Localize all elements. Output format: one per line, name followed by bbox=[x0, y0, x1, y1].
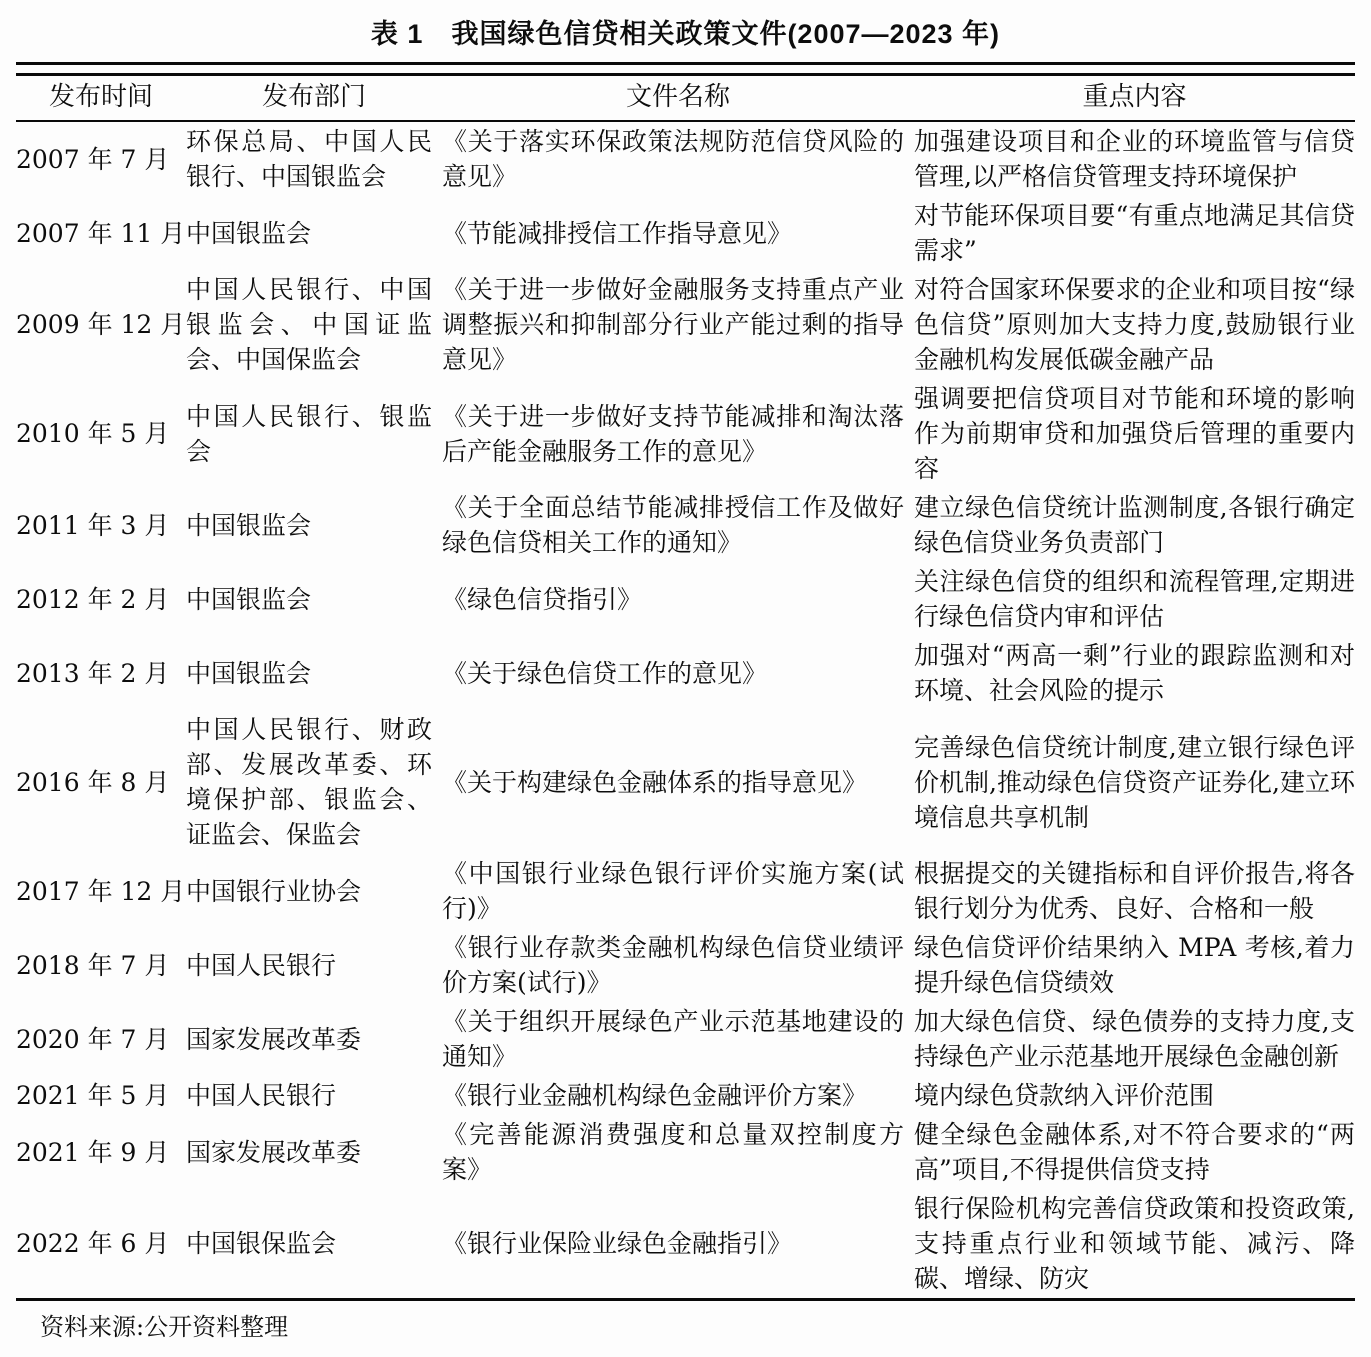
cell-date: 2016 年 8 月 bbox=[16, 767, 170, 797]
table-row bbox=[16, 854, 1355, 928]
cell-content: 建立绿色信贷统计监测制度,各银行确定绿色信贷业务负责部门 bbox=[914, 493, 1355, 557]
cell-date: 2007 年 7 月 bbox=[16, 144, 170, 174]
cell-department: 国家发展改革委 bbox=[186, 1024, 362, 1054]
cell-document: 《关于进一步做好金融服务支持重点产业调整振兴和抑制部分行业产能过剩的指导意见》 bbox=[442, 275, 904, 374]
cell-document: 《银行业存款类金融机构绿色信贷业绩评价方案(试行)》 bbox=[442, 933, 904, 997]
cell-department: 中国人民银行、中国银监会、中国证监会、中国保监会 bbox=[186, 275, 432, 374]
cell-department: 中国人民银行、财政部、发展改革委、环境保护部、银监会、证监会、保监会 bbox=[186, 715, 432, 849]
cell-department: 中国银监会 bbox=[186, 658, 312, 688]
top-double-rule bbox=[16, 62, 1355, 76]
cell-department: 中国人民银行、银监会 bbox=[186, 401, 432, 466]
table-row bbox=[16, 379, 1355, 488]
cell-date: 2010 年 5 月 bbox=[16, 419, 170, 448]
table-row bbox=[16, 196, 1355, 270]
cell-date: 2018 年 7 月 bbox=[16, 950, 170, 980]
table-row bbox=[16, 1115, 1355, 1189]
cell-date: 2009 年 12 月 bbox=[16, 310, 186, 339]
cell-document: 《关于全面总结节能减排授信工作及做好绿色信贷相关工作的通知》 bbox=[442, 493, 904, 557]
cell-document: 《绿色信贷指引》 bbox=[442, 584, 643, 614]
cell-department: 中国人民银行 bbox=[186, 950, 337, 980]
table-row bbox=[16, 121, 1355, 196]
cell-department: 中国银监会 bbox=[186, 584, 312, 614]
cell-department: 中国银保监会 bbox=[186, 1229, 337, 1258]
cell-content: 加强建设项目和企业的环境监管与信贷管理,以严格信贷管理支持环境保护 bbox=[914, 127, 1355, 191]
cell-date: 2012 年 2 月 bbox=[16, 584, 170, 614]
cell-document: 《银行业金融机构绿色金融评价方案》 bbox=[442, 1081, 868, 1110]
cell-date: 2013 年 2 月 bbox=[16, 658, 170, 688]
cell-department: 中国银行业协会 bbox=[186, 876, 362, 906]
table-row bbox=[16, 1076, 1355, 1115]
cell-document: 《中国银行业绿色银行评价实施方案(试行)》 bbox=[442, 859, 904, 923]
cell-content: 完善绿色信贷统计制度,建立银行绿色评价机制,推动绿色信贷资产证券化,建立环境信息共享机制 bbox=[914, 732, 1355, 832]
cell-date: 2011 年 3 月 bbox=[16, 510, 170, 540]
cell-department: 国家发展改革委 bbox=[186, 1137, 362, 1167]
cell-date: 2020 年 7 月 bbox=[16, 1024, 170, 1054]
policy-table bbox=[16, 76, 1355, 1301]
table-row bbox=[16, 270, 1355, 379]
cell-content: 对节能环保项目要“有重点地满足其信贷需求” bbox=[914, 201, 1355, 265]
table-row bbox=[16, 1189, 1355, 1300]
cell-content: 加大绿色信贷、绿色债券的支持力度,支持绿色产业示范基地开展绿色金融创新 bbox=[914, 1007, 1355, 1071]
cell-date: 2021 年 5 月 bbox=[16, 1081, 170, 1110]
cell-content: 境内绿色贷款纳入评价范围 bbox=[914, 1081, 1215, 1110]
cell-department: 中国人民银行 bbox=[186, 1081, 337, 1110]
cell-content: 对符合国家环保要求的企业和项目按“绿色信贷”原则加大支持力度,鼓励银行业金融机构发展低碳金融产品 bbox=[914, 275, 1355, 374]
column-header-department: 发布部门 bbox=[186, 76, 442, 121]
cell-date: 2022 年 6 月 bbox=[16, 1229, 170, 1258]
cell-department: 中国银监会 bbox=[186, 510, 312, 540]
table-row bbox=[16, 710, 1355, 854]
table-row bbox=[16, 636, 1355, 710]
cell-document: 《节能减排授信工作指导意见》 bbox=[442, 218, 793, 248]
cell-document: 《关于构建绿色金融体系的指导意见》 bbox=[442, 767, 868, 797]
cell-document: 《关于绿色信贷工作的意见》 bbox=[442, 658, 768, 688]
cell-content: 根据提交的关键指标和自评价报告,将各银行划分为优秀、良好、合格和一般 bbox=[914, 859, 1355, 923]
cell-content: 加强对“两高一剩”行业的跟踪监测和对环境、社会风险的提示 bbox=[914, 641, 1355, 705]
table-row bbox=[16, 928, 1355, 1002]
cell-document: 《完善能源消费强度和总量双控制度方案》 bbox=[442, 1120, 904, 1184]
cell-content: 关注绿色信贷的组织和流程管理,定期进行绿色信贷内审和评估 bbox=[914, 567, 1355, 631]
cell-content: 银行保险机构完善信贷政策和投资政策,支持重点行业和领域节能、减污、降碳、增绿、防灾 bbox=[914, 1194, 1355, 1293]
table-body bbox=[16, 121, 1355, 1300]
column-header-document: 文件名称 bbox=[442, 76, 914, 121]
column-header-content: 重点内容 bbox=[914, 76, 1355, 121]
cell-date: 2017 年 12 月 bbox=[16, 876, 186, 906]
cell-date: 2007 年 11 月 bbox=[16, 218, 186, 248]
cell-department: 中国银监会 bbox=[186, 218, 312, 248]
cell-date: 2021 年 9 月 bbox=[16, 1137, 170, 1167]
cell-document: 《关于进一步做好支持节能减排和淘汰落后产能金融服务工作的意见》 bbox=[442, 401, 904, 466]
table-header-row bbox=[16, 76, 1355, 121]
table-row bbox=[16, 488, 1355, 562]
cell-content: 健全绿色金融体系,对不符合要求的“两高”项目,不得提供信贷支持 bbox=[914, 1120, 1355, 1184]
cell-content: 绿色信贷评价结果纳入 MPA 考核,着力提升绿色信贷绩效 bbox=[914, 933, 1355, 997]
data-source-note: 资料来源:公开资料整理 bbox=[40, 1313, 289, 1341]
cell-document: 《关于组织开展绿色产业示范基地建设的通知》 bbox=[442, 1007, 904, 1071]
cell-document: 《银行业保险业绿色金融指引》 bbox=[442, 1229, 793, 1258]
column-header-date: 发布时间 bbox=[16, 76, 186, 121]
table-title: 表 1 我国绿色信贷相关政策文件(2007—2023 年) bbox=[370, 19, 1001, 49]
table-row bbox=[16, 562, 1355, 636]
table-row bbox=[16, 1002, 1355, 1076]
cell-document: 《关于落实环保政策法规防范信贷风险的意见》 bbox=[442, 127, 904, 191]
cell-department: 环保总局、中国人民银行、中国银监会 bbox=[186, 127, 432, 191]
cell-content: 强调要把信贷项目对节能和环境的影响作为前期审贷和加强贷后管理的重要内容 bbox=[914, 384, 1355, 483]
